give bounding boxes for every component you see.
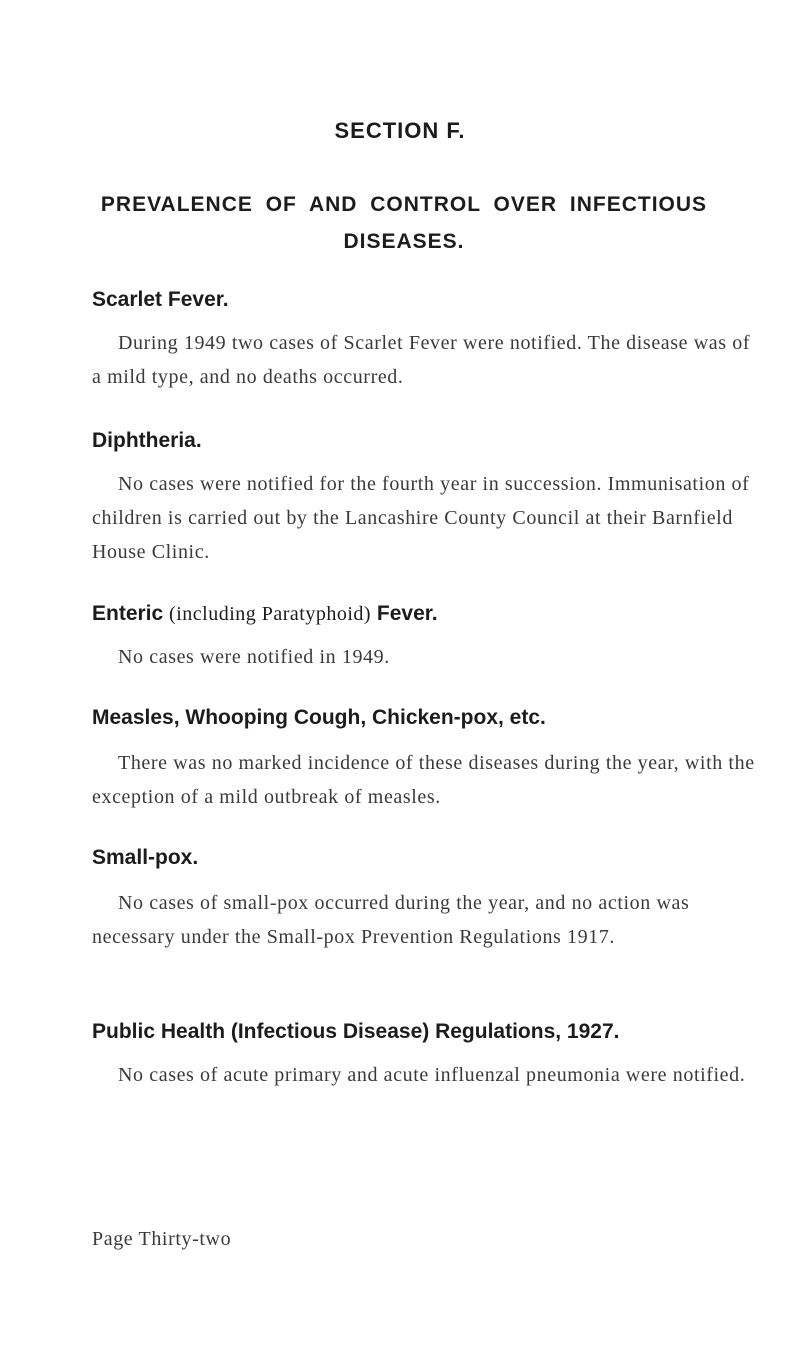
paragraph-enteric: No cases were notified in 1949. [118,646,390,668]
heading-enteric [92,602,438,626]
page-number: Page Thirty-two [92,1228,232,1250]
heading-enteric-part-3: Fever. [376,602,438,625]
heading-enteric-part-1: Enteric [92,602,164,625]
page-title: PREVALENCE OF AND CONTROL OVER INFECTIOUS DISEASES. [100,193,708,253]
paragraph-measles: There was no marked incidence of these diseases during the year, with the exception of a mild outbreak of measles. [92,752,755,808]
heading-small-pox: Small-pox. [92,846,199,869]
paragraph-public-health-regulations: No cases of acute primary and acute influenzal pneumonia were notified. [118,1064,746,1086]
paragraph-small-pox: No cases of small-pox occurred during the year, and no action was necessary under the Small-pox Prevention Regulations 1917. [92,892,690,948]
paragraph-diphtheria: No cases were notified for the fourth year in succession. Immunisation of children is carried out by the Lancashire County Council at their Barnfield House Clinic. [92,473,750,563]
heading-scarlet-fever: Scarlet Fever. [92,288,229,311]
heading-measles: Measles, Whooping Cough, Chicken-pox, etc. [92,706,546,729]
heading-public-health-regulations: Public Health (Infectious Disease) Regulations, 1927. [92,1020,620,1043]
heading-enteric-part-2: (including Paratyphoid) [169,603,372,625]
heading-diphtheria: Diphtheria. [92,429,202,452]
paragraph-scarlet-fever: During 1949 two cases of Scarlet Fever were notified. The disease was of a mild type, and no deaths occurred. [92,332,751,388]
section-label: SECTION F. [334,118,466,143]
